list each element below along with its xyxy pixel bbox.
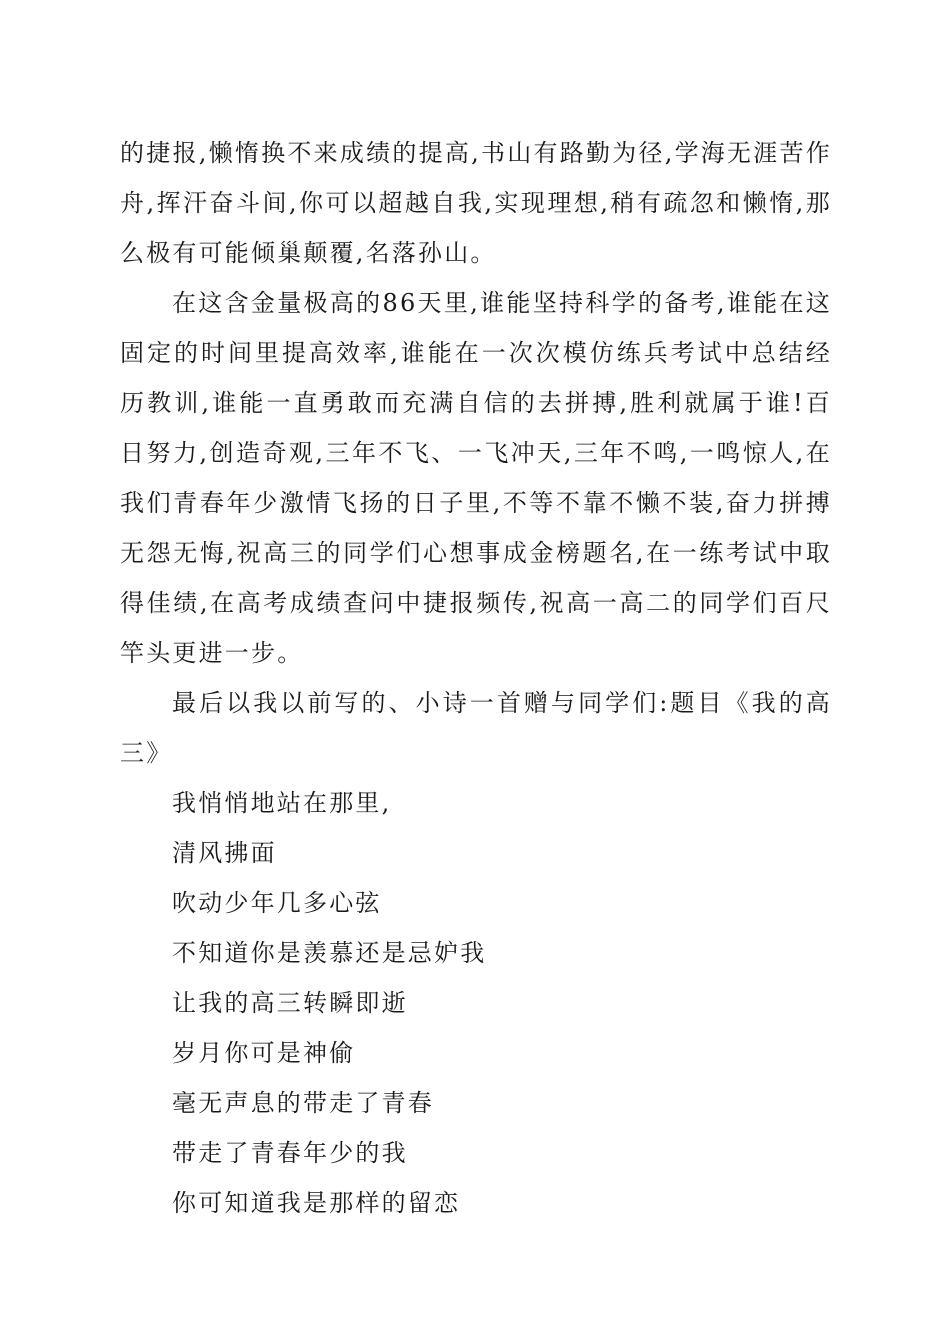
poem-line: 我悄悄地站在那里, (172, 789, 392, 817)
poem-line: 清风拂面 (172, 839, 277, 867)
poem-line: 岁月你可是神偷 (172, 1039, 356, 1067)
document-page (120, 128, 832, 1228)
paragraph-poem-intro: 最后以我以前写的、小诗一首赠与同学们:题目《我的高三》 (120, 689, 832, 767)
poem-line: 让我的高三转瞬即逝 (172, 989, 408, 1017)
paragraph-continuation: 的捷报,懒惰换不来成绩的提高,书山有路勤为径,学海无涯苦作舟,挥汗奋斗间,你可以超越自我,实现理想,稍有疏忽和懒惰,那么极有可能倾巢颠覆,名落孙山。 (120, 139, 832, 267)
poem-line: 吹动少年几多心弦 (172, 889, 382, 917)
poem-line: 不知道你是羡慕还是忌妒我 (172, 939, 487, 967)
paragraph-86-days: 在这含金量极高的86天里,谁能坚持科学的备考,谁能在这固定的时间里提高效率,谁能在一次次模仿练兵考试中总结经历教训,谁能一直勇敢而充满自信的去拼搏,胜利就属于谁!百日努力,创造奇观,三年不飞、一飞冲天,三年不鸣,一鸣惊人,在我们青春年少激情飞扬的日子里,不等不靠不懒不装,奋力拼搏无怨无悔,祝高三的同学们心想事成金榜题名,在一练考试中取得佳绩,在高考成绩查问中捷报频传,祝高一高二的同学们百尺竿头更进一步。 (120, 289, 832, 667)
poem-line: 带走了青春年少的我 (172, 1139, 408, 1167)
poem-line: 你可知道我是那样的留恋 (172, 1189, 461, 1217)
poem (120, 778, 832, 1228)
poem-line: 毫无声息的带走了青春 (172, 1089, 434, 1117)
